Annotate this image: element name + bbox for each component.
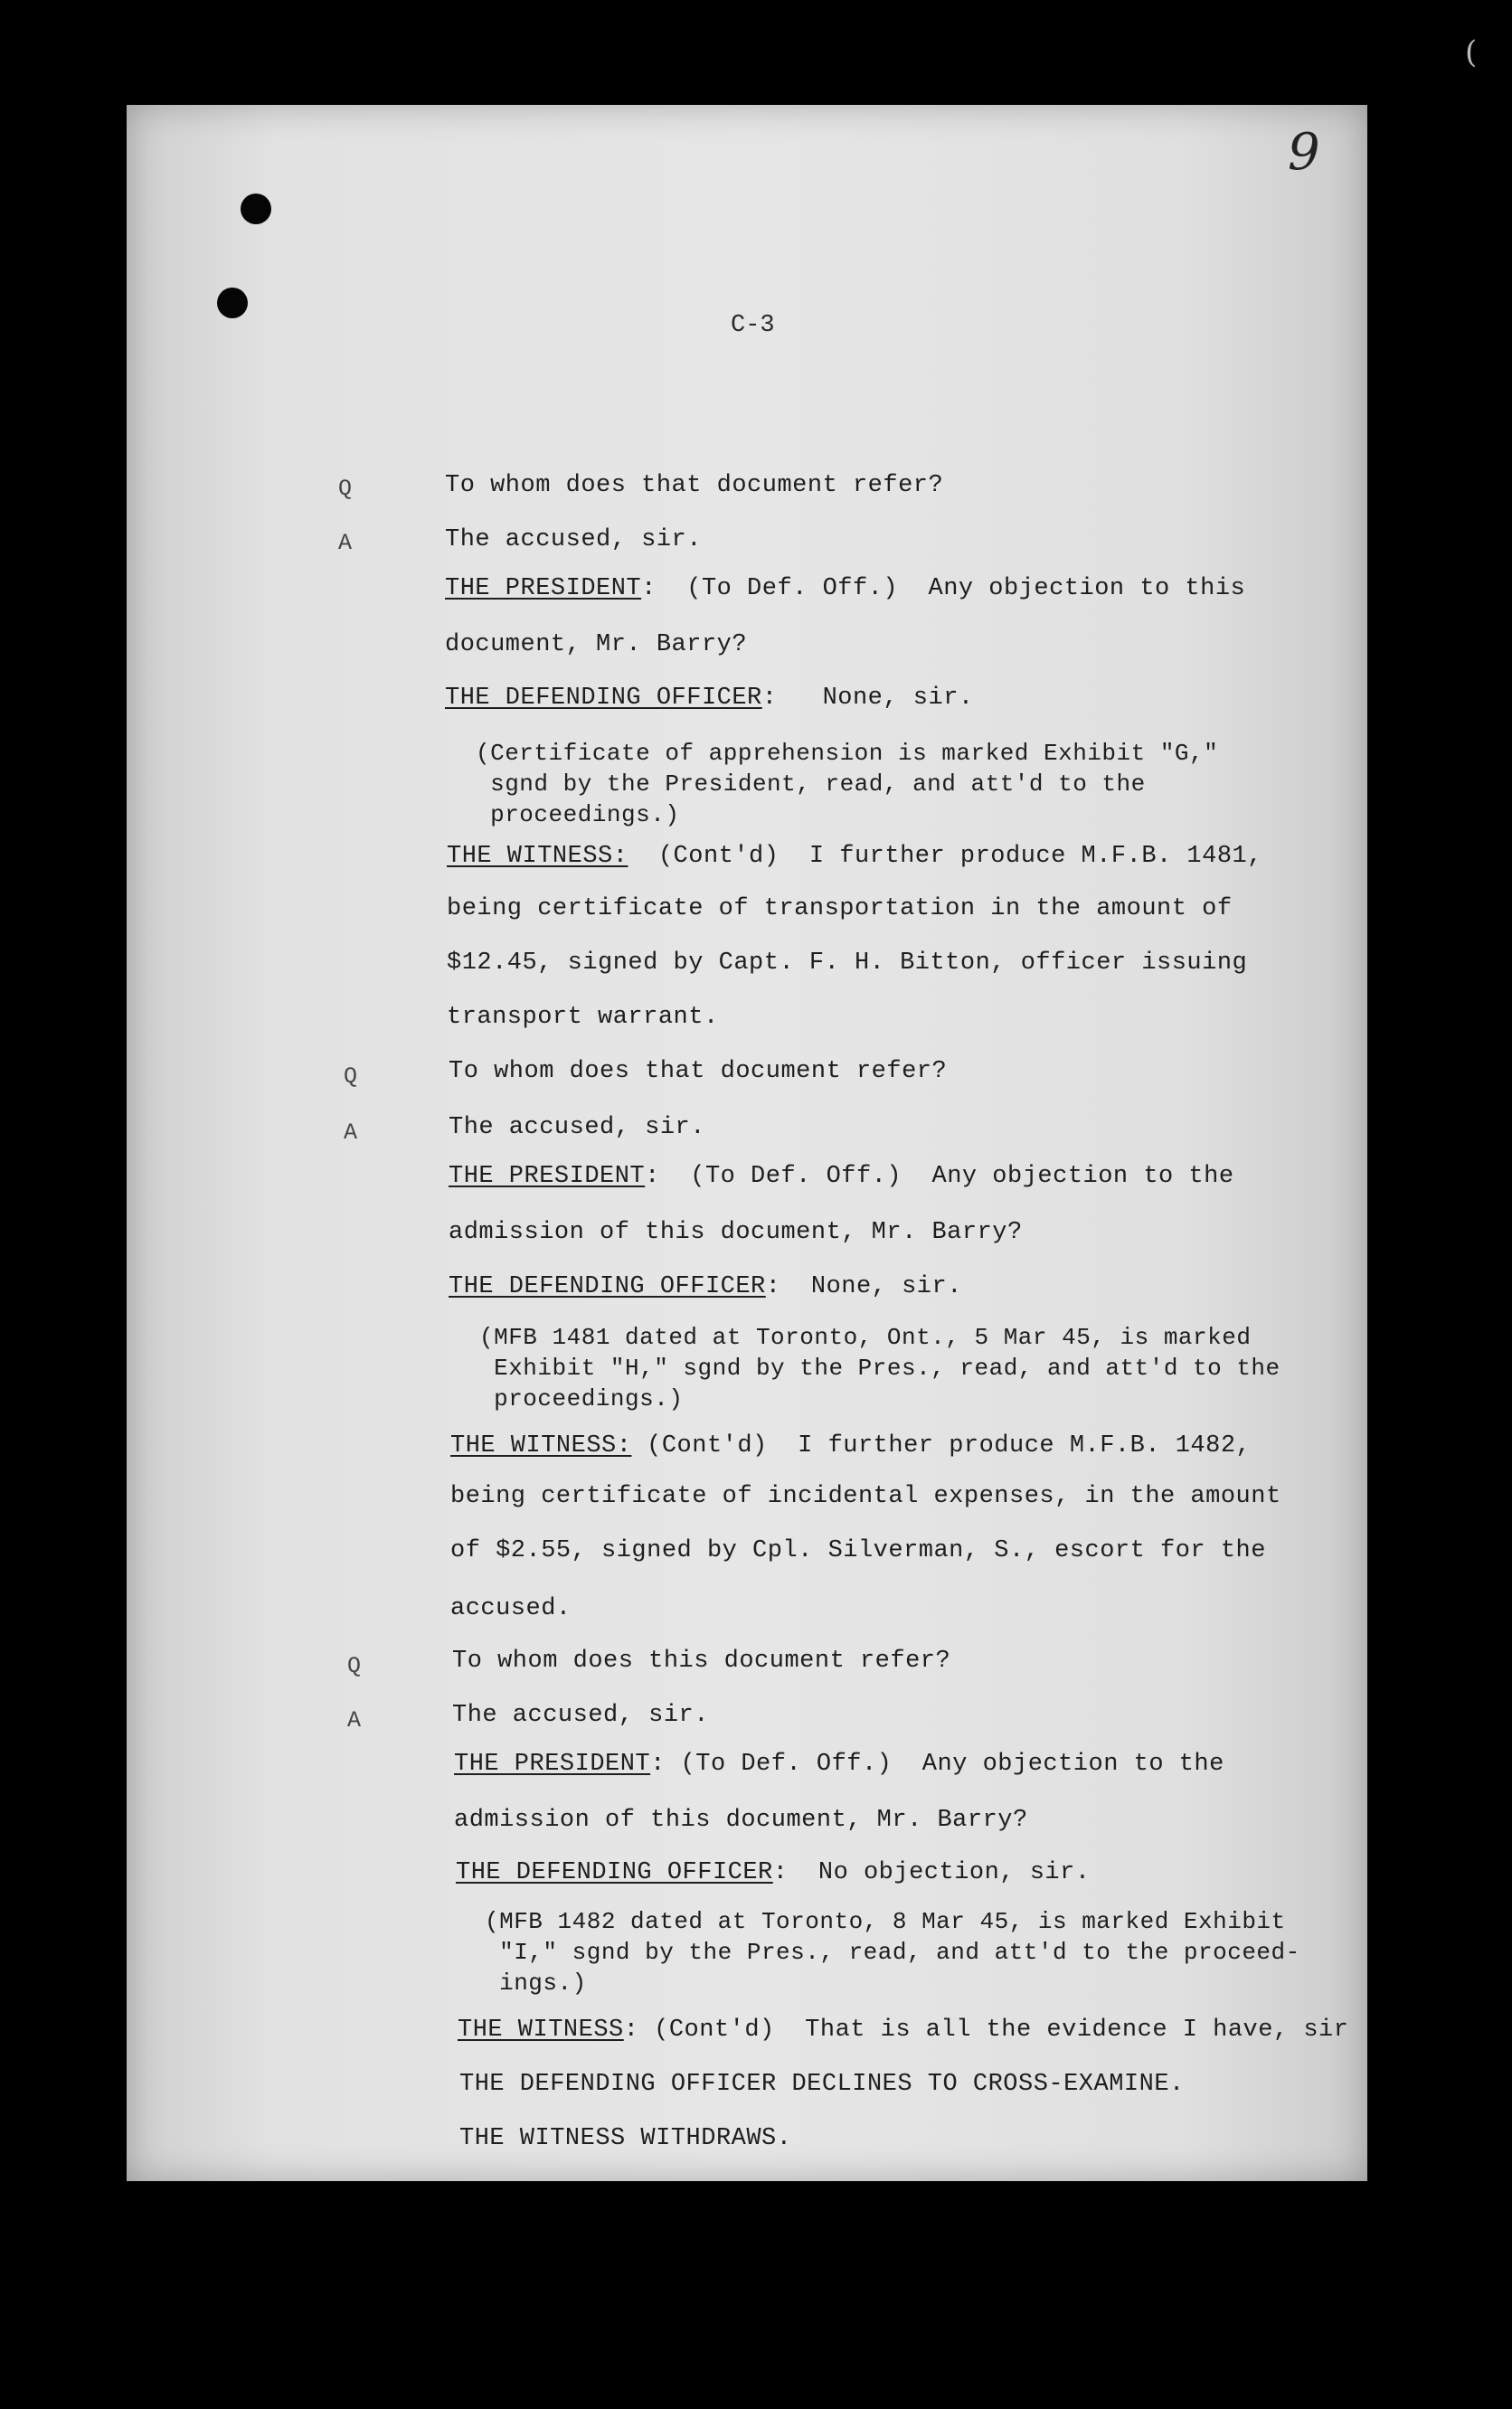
closing-line-2: THE WITNESS WITHDRAWS.: [459, 2125, 792, 2152]
president-statement-2-cont: admission of this document, Mr. Barry?: [449, 1219, 1023, 1246]
exhibit-note-h: (MFB 1481 dated at Toronto, Ont., 5 Mar 45, is marked Exhibit "H," sgnd by the Pres., read, and att'd to the proceedings.): [479, 1324, 1280, 1412]
witness-statement-3: THE WITNESS: (Cont'd) That is all the evidence I have, sir: [458, 2017, 1349, 2044]
speaker-president: THE PRESIDENT: [449, 1163, 646, 1190]
witness-statement-2-l4: accused.: [450, 1595, 572, 1622]
speaker-defending-officer: THE DEFENDING OFFICER: [449, 1273, 766, 1300]
speaker-witness: THE WITNESS: [458, 2017, 624, 2044]
speaker-defending-officer: THE DEFENDING OFFICER: [456, 1859, 773, 1886]
defending-officer-statement-3: THE DEFENDING OFFICER: No objection, sir.: [456, 1859, 1091, 1886]
question-1: To whom does that document refer?: [445, 472, 944, 499]
president-statement-3: THE PRESIDENT: (To Def. Off.) Any objection to the: [454, 1751, 1224, 1778]
speaker-president: THE PRESIDENT: [445, 575, 642, 602]
a-marker: A: [338, 530, 353, 556]
witness-statement-1-l2: being certificate of transportation in the amount of: [447, 895, 1233, 922]
speaker-witness: THE WITNESS:: [447, 843, 628, 870]
a-marker: A: [347, 1707, 362, 1734]
president-statement-1: THE PRESIDENT: (To Def. Off.) Any objection to this: [445, 575, 1246, 602]
q-marker: Q: [338, 476, 353, 502]
speaker-defending-officer: THE DEFENDING OFFICER: [445, 685, 762, 712]
witness-statement-1-l4: transport warrant.: [447, 1004, 719, 1031]
president-statement-2: THE PRESIDENT: (To Def. Off.) Any objection to the: [449, 1163, 1234, 1190]
page-number: 9: [1288, 123, 1320, 182]
question-3: To whom does this document refer?: [452, 1648, 951, 1675]
exhibit-note-g: (Certificate of apprehension is marked Exhibit "G," sgnd by the President, read, and att'd to the proceedings.): [476, 740, 1219, 828]
punch-hole-bottom: [217, 288, 248, 318]
witness-statement-2: THE WITNESS: (Cont'd) I further produce M.F.B. 1482,: [450, 1432, 1252, 1460]
witness-statement-1: THE WITNESS: (Cont'd) I further produce M.F.B. 1481,: [447, 843, 1262, 870]
answer-3: The accused, sir.: [452, 1702, 709, 1729]
a-marker: A: [344, 1119, 358, 1146]
closing-line-1: THE DEFENDING OFFICER DECLINES TO CROSS-EXAMINE.: [459, 2071, 1185, 2098]
edge-mark: (: [1465, 34, 1478, 71]
question-2: To whom does that document refer?: [449, 1058, 948, 1085]
president-statement-1-cont: document, Mr. Barry?: [445, 631, 748, 658]
exhibit-note-i: (MFB 1482 dated at Toronto, 8 Mar 45, is marked Exhibit "I," sgnd by the Pres., read, and att'd to the proceed- ings.): [485, 1908, 1300, 1997]
defending-officer-statement-2: THE DEFENDING OFFICER: None, sir.: [449, 1273, 962, 1300]
answer-1: The accused, sir.: [445, 526, 702, 553]
punch-hole-top: [241, 194, 271, 224]
witness-statement-1-l3: $12.45, signed by Capt. F. H. Bitton, officer issuing: [447, 949, 1248, 977]
speaker-president: THE PRESIDENT: [454, 1751, 651, 1778]
defending-officer-statement-1: THE DEFENDING OFFICER: None, sir.: [445, 685, 974, 712]
speaker-witness: THE WITNESS:: [450, 1432, 632, 1460]
president-statement-3-cont: admission of this document, Mr. Barry?: [454, 1807, 1028, 1834]
witness-statement-2-l2: being certificate of incidental expenses, in the amount: [450, 1483, 1281, 1510]
answer-2: The accused, sir.: [449, 1114, 705, 1141]
q-marker: Q: [344, 1063, 358, 1090]
page-code: C-3: [731, 312, 775, 339]
q-marker: Q: [347, 1653, 362, 1679]
witness-statement-2-l3: of $2.55, signed by Cpl. Silverman, S., escort for the: [450, 1537, 1266, 1564]
